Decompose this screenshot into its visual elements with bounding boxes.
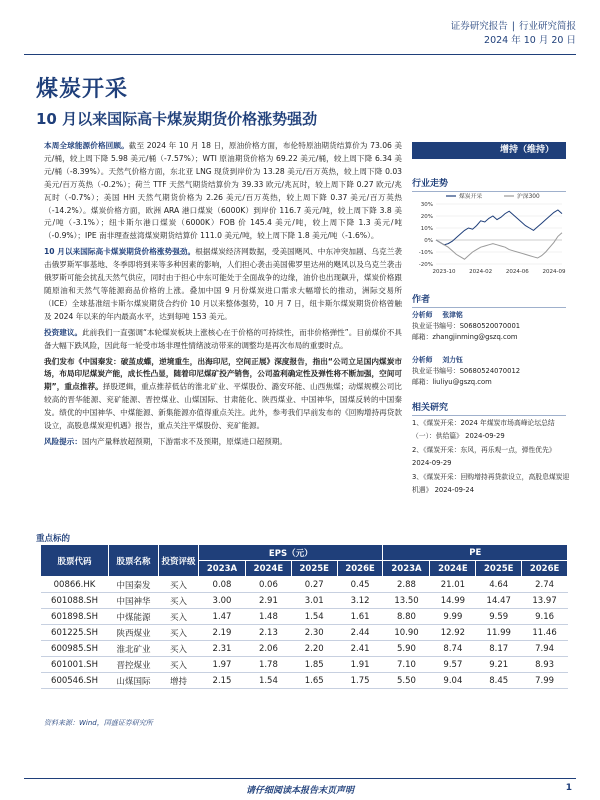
pe-year-header: 2025E <box>476 561 522 577</box>
stock-code: 600985.SH <box>41 641 109 657</box>
report-type: 证券研究报告 <box>450 21 508 32</box>
rating-badge: 增持（维持） <box>412 142 566 159</box>
sector-title: 煤炭开采 <box>36 77 129 102</box>
stocks-table <box>40 544 568 689</box>
eps-value: 1.75 <box>337 673 383 689</box>
stock-rating: 买入 <box>159 641 199 657</box>
stock-name: 淮北矿业 <box>109 641 159 657</box>
pe-year-header: 2026E <box>522 561 568 577</box>
header-rating: 投资评级 <box>159 545 199 577</box>
pe-value: 21.01 <box>430 577 476 593</box>
report-headline: 10 月以来国际高卡煤炭期货价格涨势强劲 <box>36 110 318 128</box>
report-subtype: 行业研究简报 <box>518 21 576 32</box>
stock-rating: 买入 <box>159 625 199 641</box>
pe-value: 8.17 <box>476 641 522 657</box>
related-item[interactable]: 2、《煤炭开采：东风，再乐观一点，弹性优先》 2024-09-29 <box>412 446 556 467</box>
y-tick-label: 30% <box>420 202 433 208</box>
pe-value: 7.94 <box>522 641 568 657</box>
eps-value: 2.13 <box>246 625 292 641</box>
pe-value: 4.64 <box>476 577 522 593</box>
eps-value: 2.19 <box>199 625 246 641</box>
analyst-2-email[interactable]: liuliyu@gszq.com <box>432 378 492 386</box>
stock-name: 晋控煤业 <box>109 657 159 673</box>
legend-label: 煤炭开采 <box>459 194 483 200</box>
eps-value: 2.91 <box>246 593 292 609</box>
pe-year-header: 2024E <box>430 561 476 577</box>
pe-value: 5.50 <box>383 673 430 689</box>
author-title: 作者 <box>412 292 566 308</box>
pe-value: 12.92 <box>430 625 476 641</box>
pe-value: 9.16 <box>522 609 568 625</box>
y-tick-label: 0% <box>424 238 433 244</box>
eps-value: 1.97 <box>199 657 246 673</box>
para-risk: 风险提示：国内产量释放超预期，下游需求不及预期，原煤进口超预期。 <box>44 436 287 446</box>
para-investment-advice: 投资建议。此前我们一直强调“本轮煤炭板块上涨核心在于价格的可持续性，而非价格弹性”。目前煤价不具备大幅下跌风险，因此每一轮受市场非理性情绪波动带来的调整均是再次布局的重要时点。 <box>44 327 402 350</box>
stock-code: 601001.SH <box>41 657 109 673</box>
header-pe: PE <box>383 545 568 561</box>
report-meta: 证券研究报告 | 行业研究简报 2024 年 10 月 20 日 <box>450 21 576 46</box>
y-tick-label: 20% <box>420 214 433 220</box>
table-row <box>41 593 568 609</box>
pe-value: 7.10 <box>383 657 430 673</box>
eps-value: 2.15 <box>199 673 246 689</box>
eps-value: 1.78 <box>246 657 292 673</box>
x-tick-label: 2023-10 <box>432 269 456 275</box>
related-title: 相关研究 <box>412 400 566 416</box>
stock-rating: 买入 <box>159 593 199 609</box>
eps-value: 2.06 <box>246 641 292 657</box>
y-tick-label: -10% <box>418 250 433 256</box>
header-name: 股票名称 <box>109 545 159 577</box>
stock-code: 601898.SH <box>41 609 109 625</box>
table-row <box>41 625 568 641</box>
eps-value: 1.48 <box>246 609 292 625</box>
pe-value: 13.97 <box>522 593 568 609</box>
para-energy-prices: 本周全球能源价格回顾。截至 2024 年 10 月 18 日，原油价格方面，布伦特原油期货结算价为 73.06 美元/桶，较上周下降 5.98 美元/桶（-7.57%）；WTI 原油期货价格为 69.22 美元/桶，较上周下降 6.34 美元/桶（-8.39%）。天然气价格方面，东北亚 LNG 现货到岸价为 13.28 美元/百万英热，较上周下降 0.03 美元/百万英热（-0.2%）；荷兰 TTF 天然气期货结算价为 39.33 欧元/兆瓦时，较上周下降 0.27 欧元/兆瓦时（-0.7%）；美国 HH 天然气期货价格为 2.26 美元/百万英热，较上周下降 0.37 美元/百万英热（-14.2%）。煤炭价格方面，欧洲 ARA 港口煤炭（6000K）到岸价 116.7 美元/吨，较上周下降 3.8 美元/吨（-3.1%）；纽卡斯尔港口煤炭（6000K）FOB 价 145.4 美元/吨，较上周下降 1.3 美元/吨（-0.9%）；IPE 南非理查兹湾煤炭期货结算价 111.0 美元/吨，较上周下降 1.8 美元/吨（-1.6%）。 <box>44 141 403 241</box>
stock-name: 山煤国际 <box>109 673 159 689</box>
stock-code: 600546.SH <box>41 673 109 689</box>
pe-value: 14.47 <box>476 593 522 609</box>
stock-rating: 增持 <box>159 673 199 689</box>
pe-value: 8.74 <box>430 641 476 657</box>
eps-value: 1.65 <box>291 673 337 689</box>
x-tick-label: 2024-06 <box>505 269 529 275</box>
eps-value: 1.61 <box>337 609 383 625</box>
stock-code: 601088.SH <box>41 593 109 609</box>
eps-value: 2.41 <box>337 641 383 657</box>
eps-value: 2.31 <box>199 641 246 657</box>
pe-value: 10.90 <box>383 625 430 641</box>
header-divider <box>24 54 576 55</box>
report-date: 2024 年 10 月 20 日 <box>484 35 576 46</box>
eps-value: 0.27 <box>291 577 337 593</box>
stock-rating: 买入 <box>159 609 199 625</box>
stock-rating: 买入 <box>159 577 199 593</box>
stock-name: 陕西煤业 <box>109 625 159 641</box>
related-research <box>412 417 572 499</box>
trend-title: 行业走势 <box>412 176 566 192</box>
pe-value: 5.90 <box>383 641 430 657</box>
eps-value: 1.85 <box>291 657 337 673</box>
table-source: 资料来源：Wind，国盛证券研究所 <box>44 719 153 727</box>
series-line-coal <box>436 210 562 245</box>
pe-value: 9.99 <box>430 609 476 625</box>
table-row <box>41 673 568 689</box>
legend-label: 沪深300 <box>517 194 540 200</box>
stock-rating: 买入 <box>159 657 199 673</box>
y-tick-label: -20% <box>418 262 433 268</box>
eps-value: 1.47 <box>199 609 246 625</box>
table-row <box>41 641 568 657</box>
pe-value: 11.46 <box>522 625 568 641</box>
trend-chart <box>412 190 566 280</box>
footer-divider <box>24 778 576 779</box>
stock-name: 中煤能源 <box>109 609 159 625</box>
eps-value: 3.00 <box>199 593 246 609</box>
pe-value: 14.99 <box>430 593 476 609</box>
eps-value: 0.45 <box>337 577 383 593</box>
para-recommendation: 我们发布《中国秦发：破茧成蝶，逆境重生，出海印尼，空间正展》深度报告，指出“公司立足国内煤炭市场，布局印尼煤炭产能，成长性凸显，随着印尼煤矿投产销售，公司盈利确定性及弹性将不断加强，空间可期”，重点推荐。择股逻辑，重点推荐低估的淮北矿业、平煤股份、潞安环能、山西焦煤；动煤规模公司比较高的晋华能源、兖矿能源、晋控煤业、山煤国际、甘肃能化、陕西煤业、中国神华，国煤反转的中国秦发。绩优的中国神华、中煤能源、新集能源亦值得重点关注。此外，参考我们早前发布的《回购增持再贷款设立，高股息煤炭迎机遇》报告，重点关注平煤股份、兖矿能源。 <box>44 356 402 431</box>
x-tick-label: 2024-02 <box>469 269 493 275</box>
pe-value: 9.21 <box>476 657 522 673</box>
stock-name: 中国神华 <box>109 593 159 609</box>
stock-code: 00866.HK <box>41 577 109 593</box>
eps-value: 2.30 <box>291 625 337 641</box>
pe-value: 8.93 <box>522 657 568 673</box>
stock-code: 601225.SH <box>41 625 109 641</box>
page-number: 1 <box>565 783 572 793</box>
eps-value: 0.08 <box>199 577 246 593</box>
table-row <box>41 657 568 673</box>
eps-value: 1.54 <box>291 609 337 625</box>
pe-value: 9.57 <box>430 657 476 673</box>
stock-name: 中国秦发 <box>109 577 159 593</box>
x-tick-label: 2024-09 <box>542 269 566 275</box>
pe-value: 8.45 <box>476 673 522 689</box>
header-code: 股票代码 <box>41 545 109 577</box>
trend-chart-svg <box>412 190 566 280</box>
para-coal-futures: 10 月以来国际高卡煤炭期货价格涨势强劲。根据煤炭经济网数据，受美国飓风、中东冲突加剧、乌克兰袭击俄罗斯军事基地、冬季即将到来等多种因素的影响，人们担心袭击美国佛罗里达州的飓风以及乌克兰袭击俄罗斯可能会扰乱天然气供应，同时由于担心中东可能处于全面战争的边缘，油价也出现飙升，煤炭价格跟随原油和天然气等能源商品价格的上涨。叠加中国 9 月份煤炭进口需求大幅增长的推动，洲际交易所（ICE）全球基准纽卡斯尔煤炭期货合约价 10 月以来整体强势，10 月 7 日，纽卡斯尔煤炭期货价格曾触及 2024 年以来的年内最高水平，达到每吨 153 美元。 <box>44 247 403 321</box>
footer <box>0 783 600 796</box>
eps-value: 3.12 <box>337 593 383 609</box>
analyst-2: 分析师 刘力钰 执业证书编号：S0680524070012 邮箱：liuliyu@gszq.com <box>412 356 521 386</box>
table-title: 重点标的 <box>36 534 71 544</box>
pe-value: 2.74 <box>522 577 568 593</box>
footer-disclaimer: 请仔细阅读本报告末页声明 <box>245 786 354 796</box>
series-line-csi300 <box>436 233 562 259</box>
eps-value: 1.54 <box>246 673 292 689</box>
y-tick-label: 10% <box>420 226 433 232</box>
pe-value: 9.04 <box>430 673 476 689</box>
eps-year-header: 2025E <box>291 561 337 577</box>
table-row <box>41 577 568 593</box>
eps-value: 2.20 <box>291 641 337 657</box>
table-row <box>41 609 568 625</box>
header-eps: EPS（元） <box>199 545 383 561</box>
pe-value: 8.80 <box>383 609 430 625</box>
pe-value: 9.59 <box>476 609 522 625</box>
pe-value: 13.50 <box>383 593 430 609</box>
pe-year-header: 2023A <box>383 561 430 577</box>
analyst-1: 分析师 张津铭 执业证书编号：S0680520070001 邮箱：zhangjinming@gszq.com <box>412 311 521 341</box>
pe-value: 2.88 <box>383 577 430 593</box>
eps-year-header: 2023A <box>199 561 246 577</box>
eps-value: 0.06 <box>246 577 292 593</box>
related-item[interactable]: 1、《煤炭开采：2024 年煤炭市场高峰论坛总结（一）：供给篇》 2024-09-29 <box>412 419 555 440</box>
report-body <box>44 140 402 452</box>
eps-year-header: 2026E <box>337 561 383 577</box>
pe-value: 11.99 <box>476 625 522 641</box>
eps-year-header: 2024E <box>246 561 292 577</box>
eps-value: 1.91 <box>337 657 383 673</box>
related-item[interactable]: 3、《煤炭开采：回购增持再贷款设立，高股息煤炭迎机遇》 2024-09-24 <box>412 473 570 494</box>
analyst-1-email[interactable]: zhangjinming@gszq.com <box>432 333 518 341</box>
eps-value: 2.44 <box>337 625 383 641</box>
eps-value: 3.01 <box>291 593 337 609</box>
pe-value: 7.99 <box>522 673 568 689</box>
